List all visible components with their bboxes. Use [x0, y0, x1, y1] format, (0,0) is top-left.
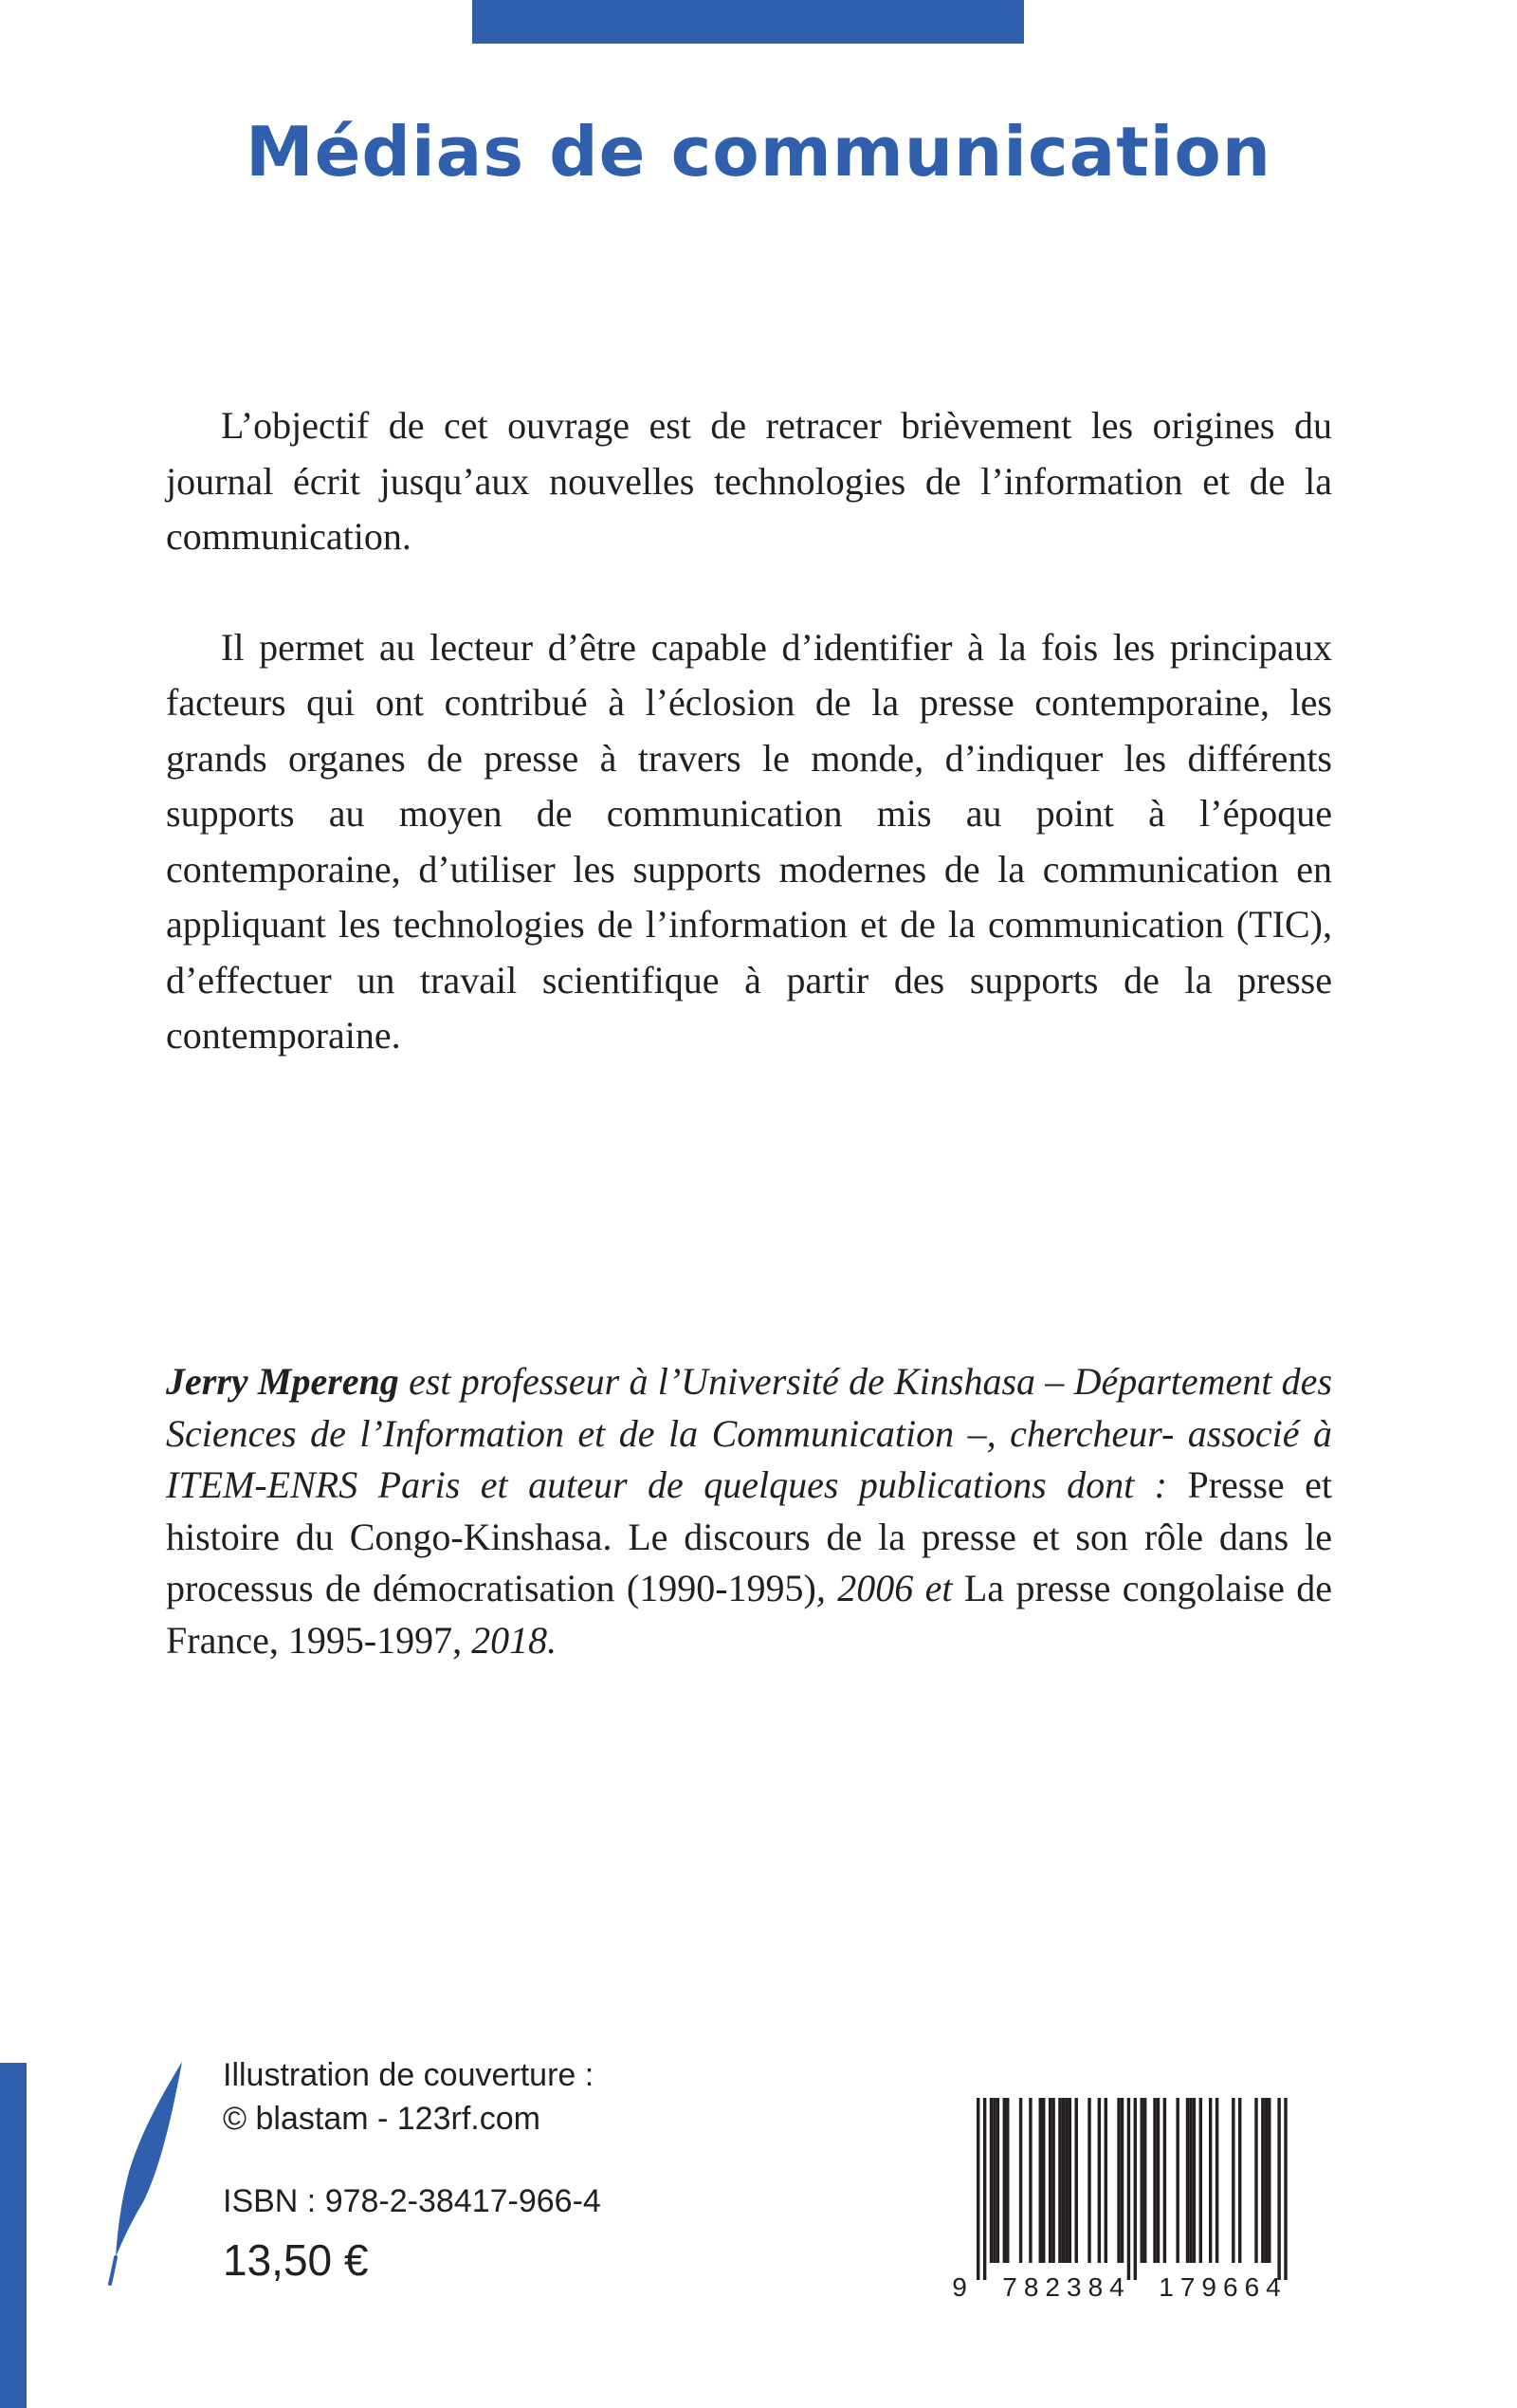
barcode-bar — [1176, 2098, 1179, 2263]
barcode-bar — [1058, 2098, 1061, 2263]
cover-credits — [223, 2053, 594, 2141]
barcode-bar — [977, 2098, 979, 2280]
barcode-bar — [1141, 2098, 1143, 2263]
barcode-bar — [1199, 2098, 1202, 2263]
barcode-bar — [1127, 2098, 1130, 2280]
barcode-bar — [1265, 2098, 1268, 2263]
barcode-bar — [1098, 2098, 1101, 2263]
barcode-bar — [993, 2098, 996, 2263]
barcode-bar — [1277, 2098, 1280, 2280]
barcode-bar — [1075, 2098, 1078, 2263]
top-accent-bar — [472, 0, 1024, 44]
barcode-bars — [977, 2098, 1288, 2280]
book-title: Médias de communication — [245, 112, 1272, 192]
publication-2-year: 2018. — [471, 1618, 557, 1662]
barcode-bar — [1105, 2098, 1107, 2263]
barcode-bar — [1189, 2098, 1192, 2263]
barcode-bar — [1003, 2098, 1006, 2263]
barcode-bar — [1121, 2098, 1124, 2263]
publication-2: La presse congolaise de France, 1995-1997, — [166, 1567, 1332, 1662]
barcode-bar — [1087, 2098, 1090, 2263]
author-bio-paragraph — [166, 1356, 1332, 1666]
feather-icon — [95, 2058, 209, 2286]
barcode-bar — [1051, 2098, 1054, 2263]
barcode-bar — [1209, 2098, 1212, 2263]
barcode-bar — [1261, 2098, 1264, 2263]
barcode-bar — [1006, 2098, 1009, 2263]
isbn: ISBN : 978-2-38417-966-4 — [223, 2183, 601, 2219]
price: 13,50 € — [223, 2235, 369, 2285]
summary-paragraph-2: Il permet au lecteur d’être capable d’identifier à la fois les principaux facteurs qui ont contribué à l’éclosion de la presse contemporaine, les grands organes de presse à travers le monde, d’indiquer les différents supports au moyen de communication mis au point à l’époque contemporaine, d’utiliser les supports modernes de la communication en appliquant les technologies de l’information et de la communication (TIC), d’effectuer un travail scientifique à partir des supports de la presse contemporaine. — [166, 625, 1332, 1057]
barcode-bar — [1232, 2098, 1234, 2263]
barcode-bar — [1143, 2098, 1146, 2263]
barcode-bar — [1215, 2098, 1218, 2263]
barcode-bar — [1238, 2098, 1241, 2263]
credits-line-1: Illustration de couverture : — [223, 2057, 594, 2093]
barcode-bar — [1134, 2098, 1137, 2280]
barcode-bar — [1065, 2098, 1068, 2263]
barcode-bar — [1029, 2098, 1032, 2263]
barcode-bar — [1193, 2098, 1196, 2263]
barcode-bar — [1117, 2098, 1120, 2263]
summary-paragraph-1: L’objectif de cet ouvrage est de retracer brièvement les origines du journal écrit jusqu’aux nouvelles technologies de l’information et de la communication. — [166, 404, 1332, 558]
barcode-bar — [1062, 2098, 1065, 2263]
barcode-group-2: 179664 — [1159, 2272, 1288, 2302]
barcode-bar — [1153, 2098, 1156, 2263]
barcode-group-1: 782384 — [1002, 2272, 1131, 2302]
barcode-bar — [1049, 2098, 1051, 2263]
barcode-bar — [1039, 2098, 1042, 2263]
barcode-bar — [1069, 2098, 1071, 2263]
barcode-first-digit: 9 — [952, 2272, 967, 2302]
credits-line-2: © blastam - 123rf.com — [223, 2101, 540, 2137]
barcode — [948, 2094, 1327, 2303]
barcode-bar — [1254, 2098, 1257, 2263]
bio-text-1: est professeur à l’Université de Kinshasa – Département des Sciences de l’Information et de la Communication –, chercheur- associé à ITEM-ENRS Paris et auteur de quelques publications dont : — [166, 1360, 1333, 1506]
publication-1: Presse et histoire du Congo-Kinshasa. Le discours de la presse et son rôle dans le processus de démocratisation (1990-1995) — [166, 1463, 1332, 1609]
barcode-bar — [983, 2098, 986, 2280]
barcode-bar — [1042, 2098, 1045, 2263]
bio-text-2: , 2006 et — [815, 1567, 964, 1609]
barcode-bar — [1019, 2098, 1022, 2263]
left-accent-strip — [0, 2063, 27, 2408]
barcode-bar — [996, 2098, 999, 2263]
author-name: Jerry Mpereng — [166, 1360, 399, 1403]
barcode-bar — [1284, 2098, 1287, 2280]
barcode-bar — [1157, 2098, 1160, 2263]
barcode-bar — [1186, 2098, 1189, 2263]
barcode-bar — [990, 2098, 993, 2263]
barcode-bar — [1163, 2098, 1166, 2263]
book-summary — [166, 398, 1332, 1064]
barcode-bar — [1268, 2098, 1270, 2263]
author-bio — [166, 1356, 1332, 1666]
